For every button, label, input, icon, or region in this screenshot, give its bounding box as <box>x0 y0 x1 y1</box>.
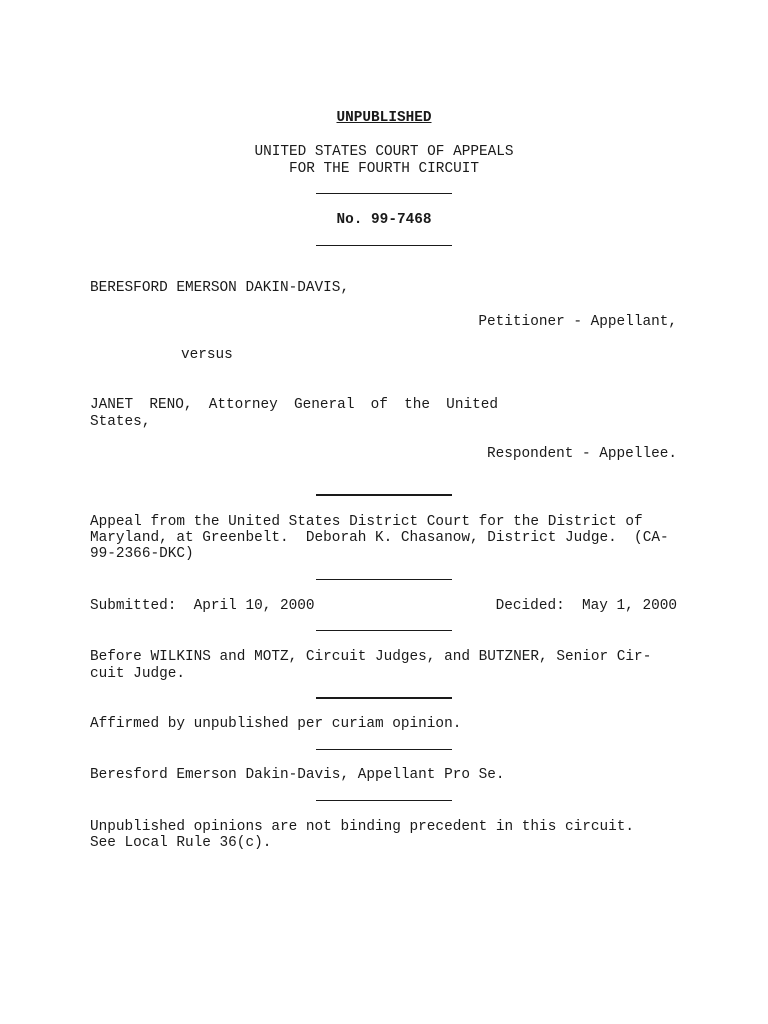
divider <box>316 800 452 801</box>
notice-line1: Unpublished opinions are not binding precedent in this circuit. <box>90 819 635 835</box>
unpublished-heading: UNPUBLISHED <box>336 110 432 126</box>
divider <box>316 245 452 246</box>
submitted-date: Submitted: April 10, 2000 <box>90 598 315 614</box>
respondent-role: Respondent - Appellee. <box>487 446 677 462</box>
respondent-name-line1: JANET RENO, Attorney General of the United <box>90 397 498 413</box>
panel-line1: Before WILKINS and MOTZ, Circuit Judges, and BUTZNER, Senior Cir- <box>90 649 652 665</box>
petitioner-name: BERESFORD EMERSON DAKIN-DAVIS, <box>90 280 350 296</box>
court-name-line1: UNITED STATES COURT OF APPEALS <box>254 144 514 160</box>
divider <box>316 494 452 496</box>
petitioner-role: Petitioner - Appellant, <box>478 314 677 330</box>
divider <box>316 697 452 699</box>
decided-date: Decided: May 1, 2000 <box>495 598 677 614</box>
panel-line2: cuit Judge. <box>90 666 185 682</box>
case-number: No. 99-7468 <box>336 212 432 228</box>
appeal-line1: Appeal from the United States District Court for the District of <box>90 514 643 530</box>
respondent-name-line2: States, <box>90 414 151 430</box>
appeal-line3: 99-2366-DKC) <box>90 546 194 562</box>
disposition: Affirmed by unpublished per curiam opinion. <box>90 716 462 732</box>
versus-label: versus <box>181 347 233 363</box>
divider <box>316 749 452 750</box>
divider <box>316 630 452 631</box>
divider <box>316 193 452 194</box>
court-name-line2: FOR THE FOURTH CIRCUIT <box>289 161 479 177</box>
appeal-line2: Maryland, at Greenbelt. Deborah K. Chasanow, District Judge. (CA- <box>90 530 669 546</box>
divider <box>316 579 452 580</box>
counsel-line: Beresford Emerson Dakin-Davis, Appellant Pro Se. <box>90 767 505 783</box>
notice-line2: See Local Rule 36(c). <box>90 835 272 851</box>
